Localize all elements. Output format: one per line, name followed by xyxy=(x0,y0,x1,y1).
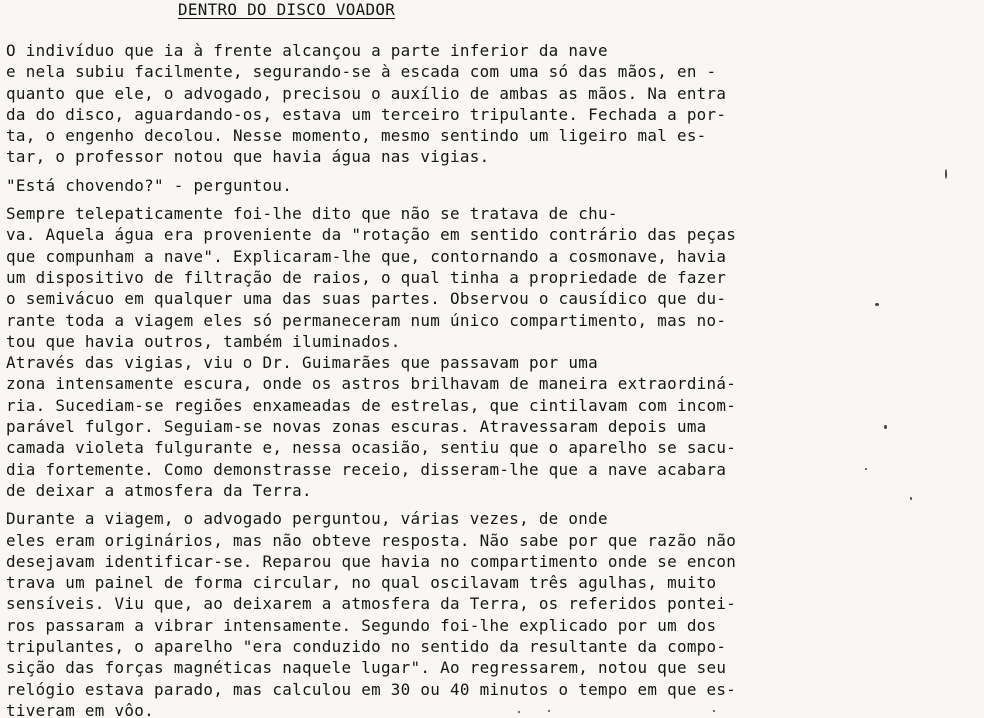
text-line: um dispositivo de filtração de raios, o qual tinha a propriedade de fazer xyxy=(6,267,727,287)
ink-speck xyxy=(865,468,867,470)
text-line: Sempre telepaticamente foi-lhe dito que não se tratava de chu- xyxy=(6,204,618,224)
ink-speck xyxy=(945,169,947,179)
text-line: quanto que ele, o advogado, precisou o auxílio de ambas as mãos. Na entra xyxy=(6,83,727,103)
text-line: ros passaram a vibrar intensamente. Segundo foi-lhe explicado por um dos xyxy=(6,615,717,635)
text-line: de deixar a atmosfera da Terra. xyxy=(6,480,312,500)
ink-speck xyxy=(518,711,520,713)
text-line: zona intensamente escura, onde os astros brilhavam de maneira extraordiná- xyxy=(6,374,737,394)
text-line: sensíveis. Viu que, ao deixarem a atmosfera da Terra, os referidos pontei- xyxy=(6,594,737,614)
text-line: da do disco, aguardando-os, estava um terceiro tripulante. Fechada a por- xyxy=(6,104,727,124)
text-line: ta, o engenho decolou. Nesse momento, mesmo sentindo um ligeiro mal es- xyxy=(6,126,707,146)
text-line: relógio estava parado, mas calculou em 30 ou 40 minutos o tempo em que es- xyxy=(6,679,737,699)
text-line: rante toda a viagem eles só permaneceram num único compartimento, mas no- xyxy=(6,310,727,330)
text-line: parável fulgor. Seguiam-se novas zonas escuras. Atravessaram depois uma xyxy=(6,417,707,437)
ink-speck xyxy=(548,710,550,712)
text-line: Através das vigias, viu o Dr. Guimarães que passavam por uma xyxy=(6,353,599,373)
text-line: o semivácuo em qualquer uma das suas partes. Observou o causídico que du- xyxy=(6,289,727,309)
text-line: desejavam identificar-se. Reparou que havia no compartimento onde se encon xyxy=(6,551,737,571)
ink-speck xyxy=(713,710,715,712)
text-line: tou que havia outros, também iluminados. xyxy=(6,331,401,351)
text-line: que compunham a nave". Explicaram-lhe que, contornando a cosmonave, havia xyxy=(6,246,727,266)
text-line: sição das forças magnéticas naquele lugar". Ao regressarem, notou que seu xyxy=(6,658,727,678)
paragraph-5 xyxy=(6,508,981,718)
text-line: O indivíduo que ia à frente alcançou a parte inferior da nave xyxy=(6,41,608,60)
text-line: tiveram em vôo. xyxy=(6,700,155,718)
page-title: DENTRO DO DISCO VOADOR xyxy=(178,0,396,19)
ink-speck xyxy=(910,497,912,500)
paragraph-2 xyxy=(6,175,981,196)
text-line: Durante a viagem, o advogado perguntou, várias vezes, de onde xyxy=(6,509,608,529)
text-line: tripulantes, o aparelho "era conduzido no sentido da resultante da compo- xyxy=(6,637,727,657)
text-line: tar, o professor notou que havia água nas vigias. xyxy=(6,147,490,167)
paragraph-4 xyxy=(6,352,981,501)
ink-speck xyxy=(884,425,887,429)
text-line: trava um painel de forma circular, no qual oscilavam três agulhas, muito xyxy=(6,573,717,593)
text-line: "Está chovendo?" - perguntou. xyxy=(6,175,293,195)
ink-speck xyxy=(875,303,879,306)
document-body xyxy=(6,40,981,718)
text-line: e nela subiu facilmente, segurando-se à escada com uma só das mãos, en - xyxy=(6,62,717,82)
text-line: ria. Sucediam-se regiões enxameadas de estrelas, que cintilavam com incom- xyxy=(6,395,737,415)
text-line: dia fortemente. Como demonstrasse receio, disseram-lhe que a nave acabara xyxy=(6,459,727,479)
text-line: eles eram originários, mas não obteve resposta. Não sabe por que razão não xyxy=(6,530,737,550)
paragraph-1 xyxy=(6,40,981,168)
text-line: camada violeta fulgurante e, nessa ocasião, sentiu que o aparelho se sacu- xyxy=(6,438,737,458)
text-line: va. Aquela água era proveniente da "rotação em sentido contrário das peças xyxy=(6,225,737,245)
paragraph-3 xyxy=(6,203,981,352)
